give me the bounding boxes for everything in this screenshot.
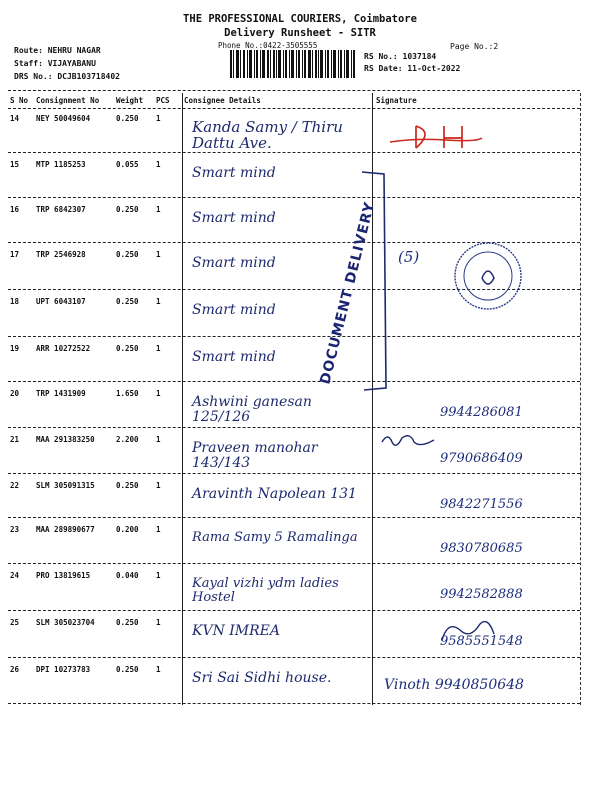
row-divider — [8, 427, 580, 428]
row-signature-handwritten: 9942582888 — [440, 587, 523, 602]
header-top-rule — [8, 90, 580, 91]
table-row — [0, 565, 600, 612]
table-row — [0, 519, 600, 565]
row-consignment: TRP 1431909 — [36, 389, 86, 398]
row-weight: 0.250 — [116, 297, 139, 306]
row-weight: 0.250 — [116, 344, 139, 353]
row-consignee-handwritten: Smart mind — [192, 210, 276, 226]
row-weight: 0.040 — [116, 571, 139, 580]
row-signature-handwritten: 9842271556 — [440, 497, 523, 512]
row-consignment: MTP 1185253 — [36, 160, 86, 169]
company-seal — [452, 240, 524, 312]
row-signature-handwritten: 9790686409 — [440, 451, 523, 466]
row-sno: 14 — [10, 114, 20, 123]
row-signature-handwritten: (5) — [398, 248, 420, 266]
row-consignment: NEY 50049604 — [36, 114, 91, 123]
row-consignee-handwritten: Rama Samy 5 Ramalinga — [192, 530, 358, 545]
page-number: Page No.:2 — [450, 42, 499, 51]
table-row — [0, 429, 600, 475]
bracket-mark — [360, 168, 390, 396]
row-sno: 18 — [10, 297, 20, 306]
row-consignment: SLM 305023704 — [36, 618, 95, 627]
row-pcs: 1 — [156, 297, 161, 306]
row-consignment: DPI 10273783 — [36, 665, 91, 674]
row-consignee-handwritten: Smart mind — [192, 349, 276, 365]
row-pcs: 1 — [156, 205, 161, 214]
barcode — [230, 50, 356, 78]
signature-scribble-21 — [380, 430, 440, 450]
row-pcs: 1 — [156, 525, 161, 534]
row-sno: 20 — [10, 389, 20, 398]
row-signature-handwritten: Vinoth 9940850648 — [384, 677, 524, 693]
row-consignment: TRP 2546928 — [36, 250, 86, 259]
row-consignment: TRP 6842307 — [36, 205, 86, 214]
col-pcs: PCS — [156, 96, 170, 105]
row-divider — [8, 610, 580, 611]
row-signature-handwritten: 9585551548 — [440, 634, 523, 649]
row-consignee-handwritten: Praveen manohar 143/143 — [192, 440, 318, 471]
row-consignment: UPT 6043107 — [36, 297, 86, 306]
row-signature-handwritten: 9830780685 — [440, 541, 523, 556]
table-row — [0, 475, 600, 519]
signature-scribble-25 — [438, 620, 498, 650]
row-sno: 25 — [10, 618, 20, 627]
col-sno: S No — [10, 96, 29, 105]
row-weight: 0.250 — [116, 618, 139, 627]
row-pcs: 1 — [156, 160, 161, 169]
row-consignee-handwritten: Aravinth Napolean 131 — [192, 486, 357, 502]
company-title: THE PROFESSIONAL COURIERS, Coimbatore — [183, 13, 417, 25]
rs-number: RS No.: 1037184 — [364, 52, 437, 61]
row-pcs: 1 — [156, 571, 161, 580]
table-row — [0, 612, 600, 659]
row-weight: 0.250 — [116, 665, 139, 674]
col-consignment: Consignment No — [36, 96, 100, 105]
row-weight: 2.200 — [116, 435, 139, 444]
row-sno: 15 — [10, 160, 20, 169]
route-label: Route: NEHRU NAGAR — [14, 46, 101, 55]
row-divider — [8, 197, 580, 198]
phone-number: Phone No.:0422-3505555 — [218, 41, 318, 50]
row-consignment: SLM 305091315 — [36, 481, 95, 490]
row-pcs: 1 — [156, 389, 161, 398]
row-signature-handwritten: 9944286081 — [440, 405, 523, 420]
row-divider — [8, 473, 580, 474]
row-consignee-handwritten: Sri Sai Sidhi house. — [192, 670, 332, 686]
row-consignee-handwritten: Kayal vizhi ydm ladies Hostel — [192, 576, 339, 605]
row-sno: 19 — [10, 344, 20, 353]
col-weight: Weight — [116, 96, 144, 105]
row-consignee-handwritten: KVN IMREA — [192, 623, 281, 639]
row-consignee-handwritten: Smart mind — [192, 255, 276, 271]
row-sno: 23 — [10, 525, 20, 534]
row-sno: 24 — [10, 571, 20, 580]
runsheet-subtitle: Delivery Runsheet - SITR — [224, 27, 376, 39]
staff-label: Staff: VIJAYABANU — [14, 59, 96, 68]
row-consignment: PRO 13819615 — [36, 571, 91, 580]
row-divider — [8, 563, 580, 564]
table-row — [0, 383, 600, 429]
red-signature — [386, 118, 486, 156]
document-delivery-stamp: DOCUMENT DELIVERY — [317, 200, 379, 386]
col-consignee: Consignee Details — [184, 96, 261, 105]
row-weight: 0.200 — [116, 525, 139, 534]
row-consignment: ARR 10272522 — [36, 344, 91, 353]
row-consignee-handwritten: Ashwini ganesan 125/126 — [192, 394, 312, 425]
row-pcs: 1 — [156, 435, 161, 444]
row-weight: 0.250 — [116, 205, 139, 214]
row-consignee-handwritten: Smart mind — [192, 165, 276, 181]
row-divider — [8, 152, 580, 153]
row-consignment: MAA 289890677 — [36, 525, 95, 534]
row-pcs: 1 — [156, 344, 161, 353]
row-weight: 0.055 — [116, 160, 139, 169]
table-row — [0, 659, 600, 705]
row-pcs: 1 — [156, 481, 161, 490]
row-sno: 21 — [10, 435, 20, 444]
row-sno: 16 — [10, 205, 20, 214]
row-consignment: MAA 291383250 — [36, 435, 95, 444]
table-row — [0, 199, 600, 244]
col-signature: Signature — [376, 96, 417, 105]
row-pcs: 1 — [156, 665, 161, 674]
drs-number: DRS No.: DCJB103718402 — [14, 72, 120, 81]
table-row — [0, 154, 600, 199]
row-divider — [8, 657, 580, 658]
row-sno: 22 — [10, 481, 20, 490]
row-sno: 26 — [10, 665, 20, 674]
row-divider — [8, 517, 580, 518]
row-weight: 1.650 — [116, 389, 139, 398]
row-pcs: 1 — [156, 250, 161, 259]
table-row — [0, 338, 600, 383]
row-divider — [8, 703, 580, 704]
row-weight: 0.250 — [116, 481, 139, 490]
row-consignee-handwritten: Kanda Samy / Thiru Dattu Ave. — [192, 118, 343, 152]
table-row — [0, 108, 600, 154]
row-weight: 0.250 — [116, 250, 139, 259]
row-sno: 17 — [10, 250, 20, 259]
row-divider — [8, 336, 580, 337]
row-divider — [8, 381, 580, 382]
row-consignee-handwritten: Smart mind — [192, 302, 276, 318]
row-pcs: 1 — [156, 618, 161, 627]
row-weight: 0.250 — [116, 114, 139, 123]
row-pcs: 1 — [156, 114, 161, 123]
rs-date: RS Date: 11-Oct-2022 — [364, 64, 461, 73]
